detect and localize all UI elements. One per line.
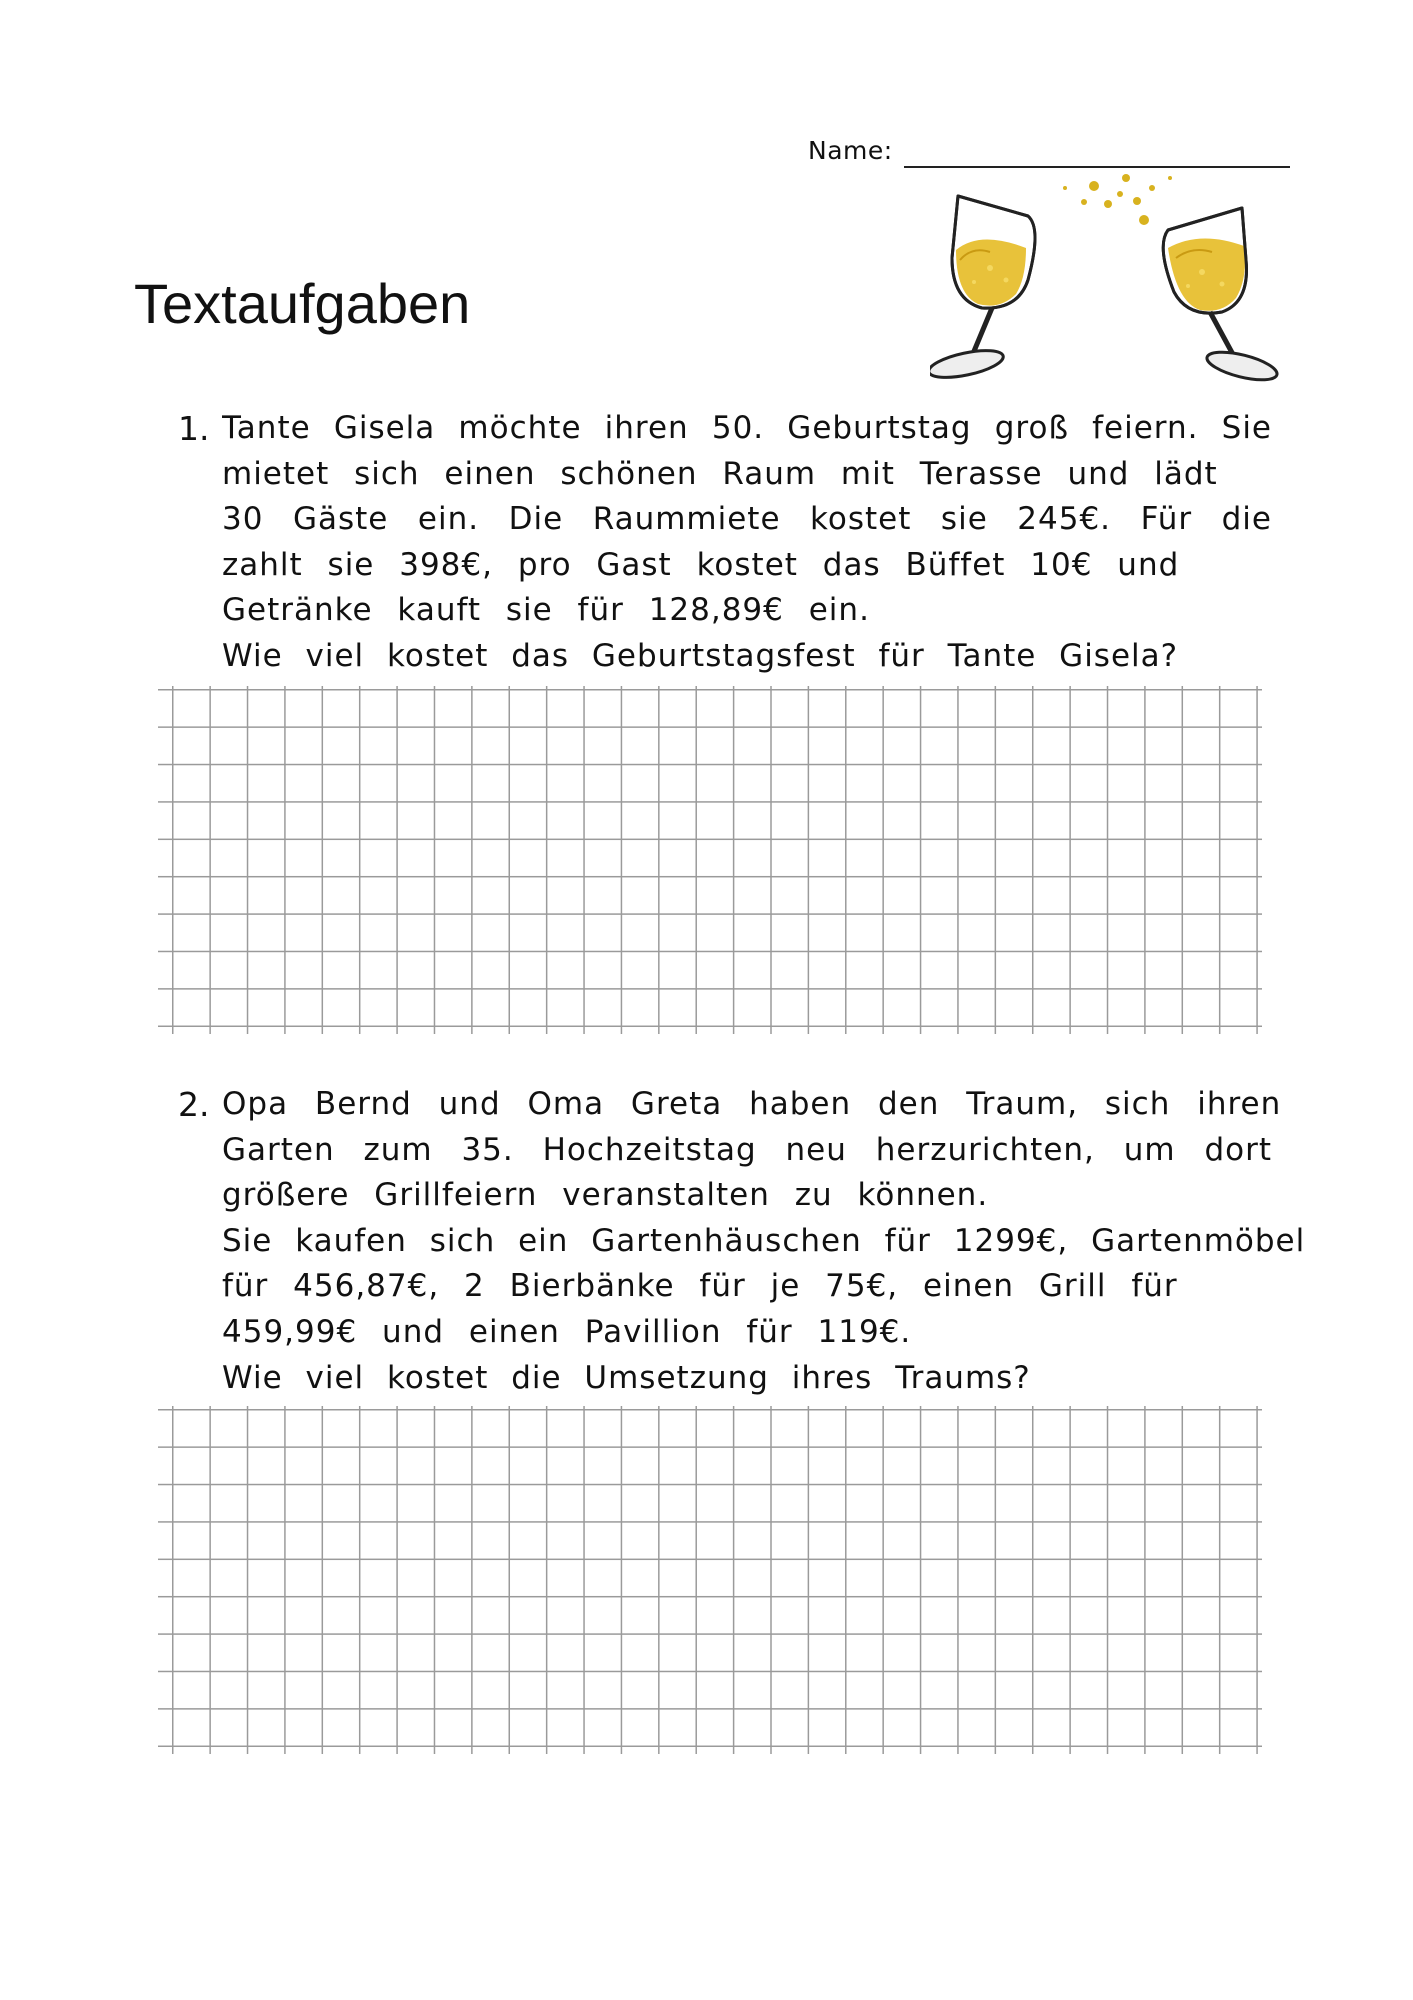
- answer-grid-2[interactable]: [158, 1406, 1262, 1754]
- task-line: Garten zum 35. Hochzeitstag neu herzurichten, um dort: [222, 1131, 1272, 1168]
- task-line: Wie viel kostet die Umsetzung ihres Traums?: [222, 1359, 1031, 1396]
- task-number: 1.: [178, 409, 210, 448]
- task-line: größere Grillfeiern veranstalten zu können.: [222, 1177, 989, 1214]
- task-line: für 456,87€, 2 Bierbänke für je 75€, einen Grill für: [222, 1268, 1178, 1305]
- task-line: zahlt sie 398€, pro Gast kostet das Büffet 10€ und: [222, 546, 1180, 583]
- task-line: Opa Bernd und Oma Greta haben den Traum, sich ihren: [222, 1086, 1282, 1122]
- answer-grid-1[interactable]: [158, 686, 1262, 1034]
- task-text: [222, 1082, 1306, 1401]
- task-line: Sie kaufen sich ein Gartenhäuschen für 1299€, Gartenmöbel: [222, 1222, 1306, 1259]
- name-label: Name:: [808, 136, 893, 165]
- task-text: [222, 406, 1272, 680]
- task-line: Wie viel kostet das Geburtstagsfest für Tante Gisela?: [222, 637, 1179, 674]
- task-line: 30 Gäste ein. Die Raummiete kostet sie 245€. Für die: [222, 501, 1272, 538]
- champagne-glasses-toast-icon: [930, 168, 1280, 383]
- task-line: 459,99€ und einen Pavillion für 119€.: [222, 1313, 912, 1350]
- page-title: Textaufgaben: [134, 272, 471, 335]
- task-line: Getränke kauft sie für 128,89€ ein.: [222, 592, 870, 629]
- task-line: mietet sich einen schönen Raum mit Terasse und lädt: [222, 455, 1218, 492]
- task-number: 2.: [178, 1085, 210, 1124]
- task-line: Tante Gisela möchte ihren 50. Geburtstag groß feiern. Sie: [222, 410, 1272, 446]
